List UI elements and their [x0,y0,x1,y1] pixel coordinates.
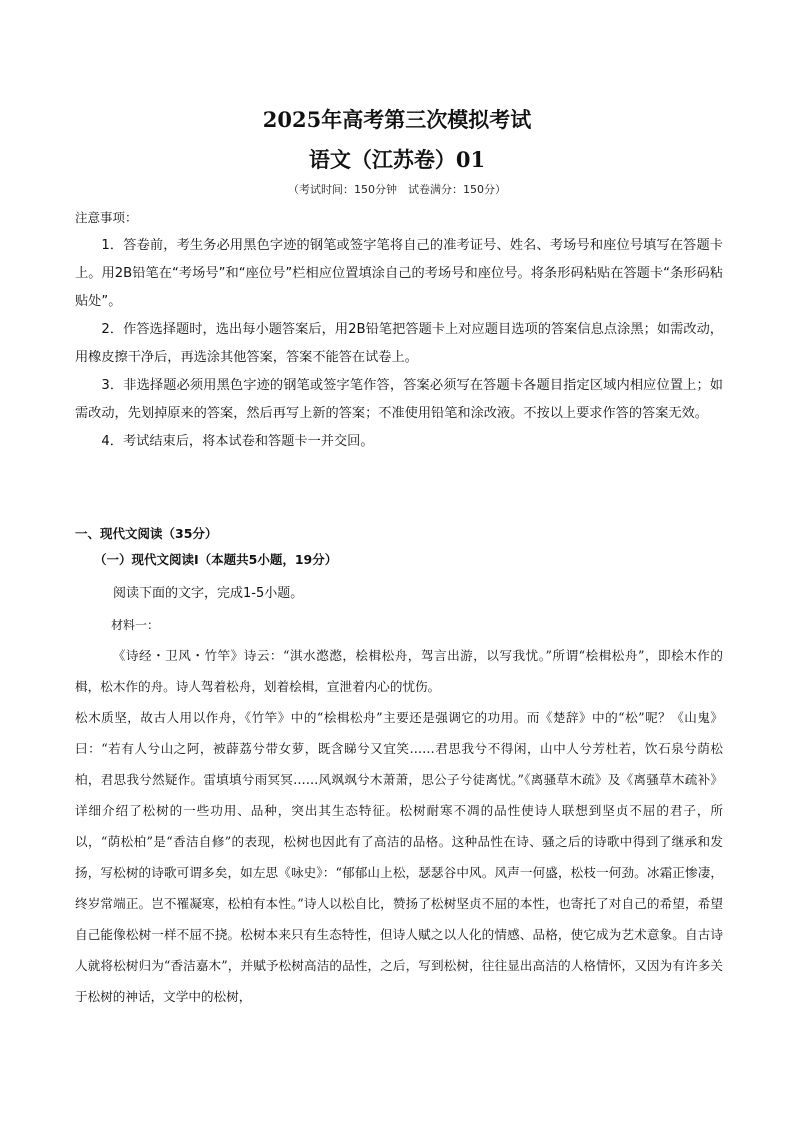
reading-instruction: 阅读下面的文字，完成1-5小题。 [113,586,304,601]
notice-item: 2．作答选择题时，选出每小题答案后，用2B铅笔把答题卡上对应题目选项的答案信息点涂黑；如需改动，用橡皮擦干净后，再选涂其他答案，答案不能答在试卷上。 [75,322,723,365]
section-heading: 一、现代文阅读（35分） [75,526,218,541]
notice-item: 3．非选择题必须用黑色字迹的钢笔或签字笔作答，答案必须写在答题卡各题目指定区域内相应位置上；如需改动，先划掉原来的答案，然后再写上新的答案；不准使用铅笔和涂改液。不按以上要求作答的答案无效。 [75,378,723,421]
material-text [75,640,723,1012]
notice-item: 4．考试结束后，将本试卷和答题卡一并交回。 [101,434,374,449]
subsection-heading: （一）现代文阅读Ⅰ（本题共5小题，19分） [94,552,338,567]
notice-item: 1．答卷前，考生务必用黑色字迹的钢笔或签字笔将自己的准考证号、姓名、考场号和座位号填写在答题卡上。用2B铅笔在“考场号”和“座位号”栏相应位置填涂自己的考场号和座位号。将条形码粘贴在答题卡“条形码粘贴处”。 [75,238,723,309]
exam-info: （考试时间：150分钟 试卷满分：150分） [288,183,506,196]
notice-heading: 注意事项： [75,210,138,225]
material-paragraph: 松木质坚，故古人用以作舟，《竹竿》中的“桧楫松舟”主要还是强调它的功用。而《楚辞》中的“松”呢？《山鬼》曰：“若有人兮山之阿，被薜荔兮带女萝，既含睇兮又宜笑……君思我兮不得闲，山中人兮芳杜若，饮石泉兮荫松柏，君思我兮然疑作。雷填填兮雨冥冥……风飒飒兮木萧萧，思公子兮徒离忧。”《离骚草木疏》及《离骚草木疏补》详细介绍了松树的一些功用、品种，突出其生态特征。松树耐寒不凋的品性使诗人联想到坚贞不屈的君子，所以，“荫松柏”是“香洁自修”的表现，松树也因此有了高洁的品格。这种品性在诗、骚之后的诗歌中得到了继承和发扬，写松树的诗歌可谓多矣，如左思《咏史》：“郁郁山上松，瑟瑟谷中风。风声一何盛，松枝一何劲。冰霜正惨凄，终岁常端正。岂不罹凝寒，松柏有本性。”诗人以松自比，赞扬了松树坚贞不屈的本性，也寄托了对自己的希望，希望自己能像松树一样不屈不挠。松树本来只有生态特性，但诗人赋之以人化的情感、品格，使它成为艺术意象。自古诗人就将松树归为“香洁嘉木”，并赋予松树高洁的品性，之后，写到松树，往往显出高洁的人格情怀，又因为有许多关于松树的神话，文学中的松树， [75,710,723,1004]
material-label: 材料一： [111,618,160,632]
exam-subtitle: 语文（江苏卷）01 [308,147,486,172]
material-paragraph: 《诗经・卫风・竹竿》诗云：“淇水滺滺，桧楫松舟，驾言出游，以写我忧。”所谓“桧楫松舟”，即桧木作的楫，松木作的舟。诗人驾着松舟，划着桧楫，宣泄着内心的忧伤。 [75,648,723,694]
exam-title: 2025年高考第三次模拟考试 [262,107,532,132]
notice-list [75,232,723,456]
